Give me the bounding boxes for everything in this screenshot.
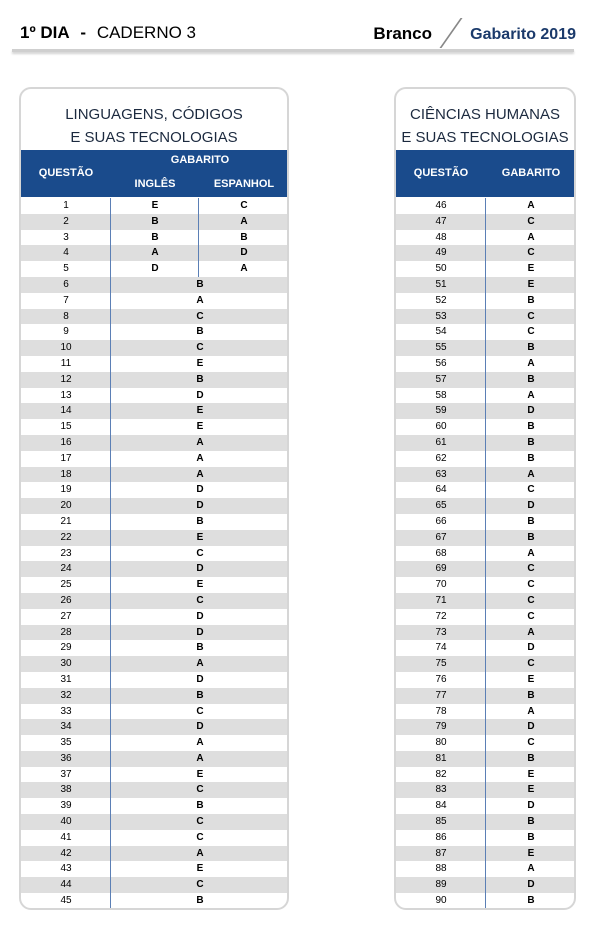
question-number: 50 bbox=[435, 263, 447, 275]
answer-letter: B bbox=[527, 342, 535, 354]
table-row bbox=[21, 514, 287, 530]
panel-title bbox=[396, 103, 574, 149]
question-number: 86 bbox=[435, 831, 447, 843]
table-row bbox=[21, 704, 287, 720]
question-number: 30 bbox=[60, 658, 72, 670]
question-number: 64 bbox=[435, 484, 447, 496]
answer-letter: D bbox=[196, 721, 204, 733]
dash-separator: - bbox=[80, 23, 87, 42]
table-row bbox=[21, 309, 287, 325]
panel-title bbox=[21, 103, 287, 149]
answer-letter: B bbox=[527, 421, 535, 433]
header-gabarito: GABARITO bbox=[501, 167, 561, 179]
answer-letter: A bbox=[527, 468, 535, 480]
question-number: 13 bbox=[60, 389, 72, 401]
table-row bbox=[21, 877, 287, 893]
question-number: 45 bbox=[60, 895, 72, 907]
answer-letter: D bbox=[196, 484, 204, 496]
question-number: 75 bbox=[435, 658, 447, 670]
answer-ingles: D bbox=[151, 263, 159, 275]
question-number: 61 bbox=[435, 436, 447, 448]
question-number: 69 bbox=[435, 563, 447, 575]
question-number: 79 bbox=[435, 721, 447, 733]
header-espanhol: ESPANHOL bbox=[213, 178, 275, 190]
answer-letter: C bbox=[196, 816, 204, 828]
table-header bbox=[396, 150, 574, 197]
answer-letter: D bbox=[527, 405, 535, 417]
answer-letter: C bbox=[527, 247, 535, 259]
answer-letter: E bbox=[196, 531, 204, 543]
answer-espanhol: B bbox=[240, 231, 248, 243]
table-row bbox=[21, 735, 287, 751]
table-row bbox=[21, 656, 287, 672]
table-row bbox=[21, 245, 287, 261]
language-divider bbox=[198, 198, 199, 277]
header-rule bbox=[12, 49, 574, 52]
header-questao: QUESTÃO bbox=[38, 167, 94, 179]
table-row bbox=[21, 798, 287, 814]
answer-letter: C bbox=[527, 594, 535, 606]
answer-letter: E bbox=[196, 579, 204, 591]
panel-ciencias-humanas bbox=[394, 87, 576, 910]
question-number: 9 bbox=[63, 326, 69, 338]
question-number: 46 bbox=[435, 200, 447, 211]
answer-letter: C bbox=[196, 705, 204, 717]
answer-letter: E bbox=[196, 768, 204, 780]
answer-letter: A bbox=[196, 737, 204, 749]
table-row bbox=[21, 846, 287, 862]
question-number: 90 bbox=[435, 895, 447, 907]
question-number: 18 bbox=[60, 468, 72, 480]
question-number: 36 bbox=[60, 752, 72, 764]
answer-letter: A bbox=[527, 357, 535, 369]
table-row bbox=[21, 561, 287, 577]
answer-letter: C bbox=[527, 215, 535, 227]
question-number: 85 bbox=[435, 816, 447, 828]
question-number: 33 bbox=[60, 705, 72, 717]
question-number: 10 bbox=[60, 342, 72, 354]
answer-letter: B bbox=[527, 531, 535, 543]
question-number: 32 bbox=[60, 689, 72, 701]
question-number: 43 bbox=[60, 863, 72, 875]
gabarito-year-label: Gabarito 2019 bbox=[470, 26, 576, 43]
question-number: 62 bbox=[435, 452, 447, 464]
answer-letter: C bbox=[196, 547, 204, 559]
question-number: 2 bbox=[63, 215, 69, 227]
table-row bbox=[21, 719, 287, 735]
header-questao: QUESTÃO bbox=[413, 167, 469, 179]
question-number: 70 bbox=[435, 579, 447, 591]
question-number: 12 bbox=[60, 373, 72, 385]
question-number: 24 bbox=[60, 563, 72, 575]
table-row bbox=[21, 261, 287, 277]
table-row bbox=[21, 435, 287, 451]
table-row bbox=[21, 356, 287, 372]
exam-day-label bbox=[20, 23, 196, 43]
question-number: 44 bbox=[60, 879, 72, 891]
answer-letter: A bbox=[196, 847, 204, 859]
answer-letter: B bbox=[527, 436, 535, 448]
question-number: 42 bbox=[60, 847, 72, 859]
question-number: 80 bbox=[435, 737, 447, 749]
answer-espanhol: A bbox=[240, 215, 248, 227]
answer-letter: D bbox=[527, 642, 535, 654]
answer-letter: C bbox=[196, 831, 204, 843]
question-number: 58 bbox=[435, 389, 447, 401]
answer-letter: E bbox=[196, 863, 204, 875]
table-row bbox=[21, 830, 287, 846]
answer-letter: B bbox=[196, 373, 204, 385]
answer-letter: C bbox=[196, 879, 204, 891]
question-number: 23 bbox=[60, 547, 72, 559]
answer-letter: C bbox=[527, 658, 535, 670]
question-number: 7 bbox=[63, 294, 69, 306]
question-number: 87 bbox=[435, 847, 447, 859]
title-line-1: CIÊNCIAS HUMANAS bbox=[409, 106, 561, 123]
answer-letter: C bbox=[527, 579, 535, 591]
table-row bbox=[21, 293, 287, 309]
answer-letter: E bbox=[527, 278, 535, 290]
table-header bbox=[21, 150, 287, 197]
question-number: 63 bbox=[435, 468, 447, 480]
question-number: 76 bbox=[435, 673, 447, 685]
question-number: 51 bbox=[435, 278, 447, 290]
answer-letter: B bbox=[196, 895, 204, 907]
table-row bbox=[21, 372, 287, 388]
question-number: 71 bbox=[435, 594, 447, 606]
header-gabarito: GABARITO bbox=[170, 154, 230, 166]
question-number: 19 bbox=[60, 484, 72, 496]
answer-letter: A bbox=[196, 658, 204, 670]
answer-table bbox=[21, 198, 287, 909]
answer-letter: C bbox=[527, 310, 535, 322]
answer-letter: E bbox=[196, 405, 204, 417]
table-row bbox=[21, 214, 287, 230]
answer-letter: E bbox=[527, 784, 535, 796]
question-number: 28 bbox=[60, 626, 72, 638]
question-number: 6 bbox=[63, 278, 69, 290]
question-number: 37 bbox=[60, 768, 72, 780]
panel-linguagens bbox=[19, 87, 289, 910]
question-number: 27 bbox=[60, 610, 72, 622]
caderno-label: CADERNO 3 bbox=[96, 23, 196, 42]
answer-letter: C bbox=[196, 784, 204, 796]
question-number: 29 bbox=[60, 642, 72, 654]
answer-letter: A bbox=[196, 452, 204, 464]
answer-letter: C bbox=[196, 310, 204, 322]
answer-letter: D bbox=[196, 610, 204, 622]
table-row bbox=[21, 451, 287, 467]
answer-espanhol: C bbox=[240, 200, 248, 211]
answer-letter: D bbox=[196, 626, 204, 638]
question-number: 49 bbox=[435, 247, 447, 259]
answer-letter: D bbox=[527, 800, 535, 812]
answer-ingles: E bbox=[151, 200, 159, 211]
table-row bbox=[21, 403, 287, 419]
question-number: 57 bbox=[435, 373, 447, 385]
answer-letter: C bbox=[527, 610, 535, 622]
answer-letter: E bbox=[527, 847, 535, 859]
answer-letter: A bbox=[527, 200, 535, 211]
question-number: 22 bbox=[60, 531, 72, 543]
answer-letter: D bbox=[196, 673, 204, 685]
question-number: 15 bbox=[60, 421, 72, 433]
question-number: 78 bbox=[435, 705, 447, 717]
question-number: 48 bbox=[435, 231, 447, 243]
table-row bbox=[21, 198, 287, 214]
question-number: 26 bbox=[60, 594, 72, 606]
question-number: 40 bbox=[60, 816, 72, 828]
question-number: 53 bbox=[435, 310, 447, 322]
question-number: 21 bbox=[60, 515, 72, 527]
table-row bbox=[21, 861, 287, 877]
answer-letter: B bbox=[196, 689, 204, 701]
table-row bbox=[21, 893, 287, 909]
answer-letter: A bbox=[527, 389, 535, 401]
answer-letter: A bbox=[527, 231, 535, 243]
answer-letter: B bbox=[196, 326, 204, 338]
question-number: 81 bbox=[435, 752, 447, 764]
table-row bbox=[21, 751, 287, 767]
table-row bbox=[21, 230, 287, 246]
question-number: 55 bbox=[435, 342, 447, 354]
answer-letter: A bbox=[196, 436, 204, 448]
answer-letter: E bbox=[527, 673, 535, 685]
table-row bbox=[21, 782, 287, 798]
answer-letter: B bbox=[527, 752, 535, 764]
answer-letter: D bbox=[196, 389, 204, 401]
question-number: 25 bbox=[60, 579, 72, 591]
question-number: 38 bbox=[60, 784, 72, 796]
table-row bbox=[21, 625, 287, 641]
question-number: 3 bbox=[63, 231, 69, 243]
question-number: 34 bbox=[60, 721, 72, 733]
question-number: 17 bbox=[60, 452, 72, 464]
answer-letter: A bbox=[527, 705, 535, 717]
table-row bbox=[21, 688, 287, 704]
answer-letter: D bbox=[527, 721, 535, 733]
question-number: 65 bbox=[435, 500, 447, 512]
title-line-2: E SUAS TECNOLOGIAS bbox=[70, 129, 238, 146]
title-line-1: LINGUAGENS, CÓDIGOS bbox=[65, 106, 243, 123]
question-number: 1 bbox=[63, 200, 69, 211]
answer-ingles: B bbox=[151, 231, 159, 243]
question-number: 31 bbox=[60, 673, 72, 685]
table-row bbox=[21, 814, 287, 830]
table-row bbox=[21, 277, 287, 293]
answer-letter: A bbox=[196, 752, 204, 764]
question-number: 52 bbox=[435, 294, 447, 306]
answer-letter: C bbox=[196, 342, 204, 354]
answer-letter: B bbox=[196, 800, 204, 812]
answer-letter: A bbox=[527, 547, 535, 559]
table-row bbox=[21, 767, 287, 783]
answer-letter: A bbox=[527, 863, 535, 875]
question-number: 5 bbox=[63, 263, 69, 275]
answer-letter: C bbox=[527, 563, 535, 575]
question-number: 82 bbox=[435, 768, 447, 780]
question-number: 20 bbox=[60, 500, 72, 512]
question-number: 39 bbox=[60, 800, 72, 812]
question-number: 83 bbox=[435, 784, 447, 796]
answer-letter: C bbox=[527, 484, 535, 496]
table-row bbox=[21, 546, 287, 562]
question-number: 66 bbox=[435, 515, 447, 527]
answer-ingles: A bbox=[151, 247, 159, 259]
title-line-2: E SUAS TECNOLOGIAS bbox=[401, 129, 569, 146]
question-number: 67 bbox=[435, 531, 447, 543]
answer-letter: B bbox=[196, 642, 204, 654]
question-number: 14 bbox=[60, 405, 72, 417]
page-header bbox=[10, 18, 588, 50]
table-row bbox=[21, 340, 287, 356]
answer-letter: B bbox=[196, 278, 204, 290]
answer-letter: D bbox=[527, 879, 535, 891]
answer-espanhol: A bbox=[240, 263, 248, 275]
day-label: 1º DIA bbox=[20, 23, 70, 42]
answer-letter: D bbox=[196, 563, 204, 575]
column-divider bbox=[485, 198, 486, 910]
answer-letter: E bbox=[196, 357, 204, 369]
answer-letter: C bbox=[527, 326, 535, 338]
table-row bbox=[21, 593, 287, 609]
answer-letter: E bbox=[527, 263, 535, 275]
question-number: 11 bbox=[60, 357, 72, 369]
question-number: 60 bbox=[435, 421, 447, 433]
answer-letter: E bbox=[527, 768, 535, 780]
question-number: 35 bbox=[60, 737, 72, 749]
table-row bbox=[21, 530, 287, 546]
question-number: 41 bbox=[60, 831, 72, 843]
booklet-color-label: Branco bbox=[373, 24, 432, 43]
question-number: 47 bbox=[435, 215, 447, 227]
table-row bbox=[21, 577, 287, 593]
question-number: 59 bbox=[435, 405, 447, 417]
answer-letter: A bbox=[196, 294, 204, 306]
table-row bbox=[21, 324, 287, 340]
answer-letter: C bbox=[196, 594, 204, 606]
answer-letter: B bbox=[527, 816, 535, 828]
table-row bbox=[21, 482, 287, 498]
table-row bbox=[21, 498, 287, 514]
question-number: 8 bbox=[63, 310, 69, 322]
answer-letter: B bbox=[527, 294, 535, 306]
answer-letter: C bbox=[527, 737, 535, 749]
answer-letter: E bbox=[196, 421, 204, 433]
question-number: 73 bbox=[435, 626, 447, 638]
question-number: 72 bbox=[435, 610, 447, 622]
question-number: 84 bbox=[435, 800, 447, 812]
answer-letter: B bbox=[527, 831, 535, 843]
question-number: 88 bbox=[435, 863, 447, 875]
slash-divider bbox=[439, 18, 462, 48]
answer-letter: B bbox=[527, 689, 535, 701]
answer-letter: B bbox=[527, 452, 535, 464]
answer-letter: B bbox=[527, 515, 535, 527]
answer-ingles: B bbox=[151, 215, 159, 227]
table-row bbox=[21, 388, 287, 404]
answer-espanhol: D bbox=[240, 247, 248, 259]
table-row bbox=[21, 672, 287, 688]
answer-letter: A bbox=[527, 626, 535, 638]
question-number: 89 bbox=[435, 879, 447, 891]
answer-letter: A bbox=[196, 468, 204, 480]
question-number: 77 bbox=[435, 689, 447, 701]
question-number: 54 bbox=[435, 326, 447, 338]
table-row bbox=[21, 419, 287, 435]
answer-letter: B bbox=[196, 515, 204, 527]
answer-letter: D bbox=[196, 500, 204, 512]
question-number: 68 bbox=[435, 547, 447, 559]
table-row bbox=[21, 609, 287, 625]
question-number: 4 bbox=[63, 247, 69, 259]
table-row bbox=[21, 640, 287, 656]
question-number: 56 bbox=[435, 357, 447, 369]
header-ingles: INGLÊS bbox=[134, 178, 176, 190]
answer-letter: B bbox=[527, 895, 535, 907]
question-number: 74 bbox=[435, 642, 447, 654]
answer-letter: D bbox=[527, 500, 535, 512]
table-row bbox=[21, 467, 287, 483]
question-number: 16 bbox=[60, 436, 72, 448]
column-divider bbox=[110, 198, 111, 910]
answer-letter: B bbox=[527, 373, 535, 385]
